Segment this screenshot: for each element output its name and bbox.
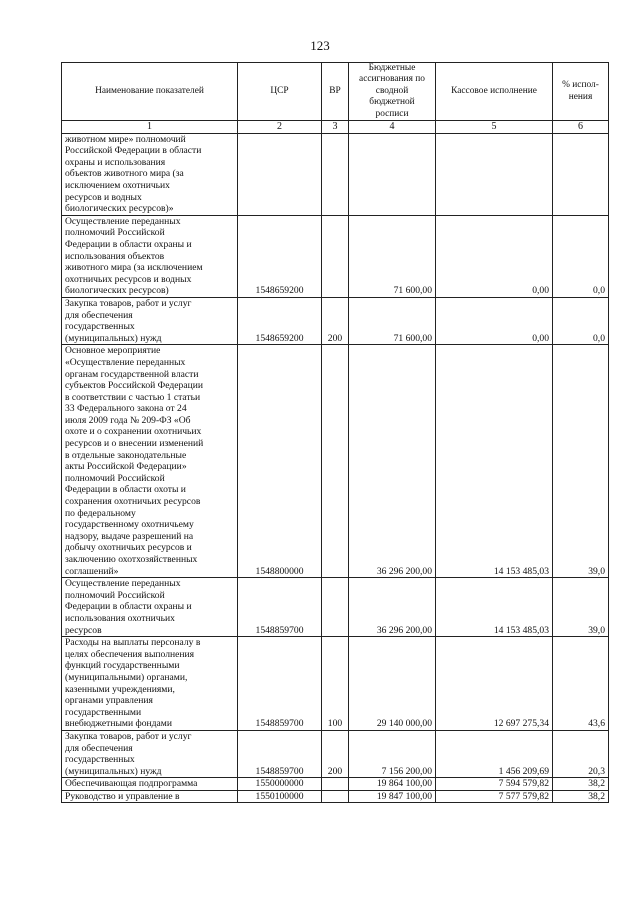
row-name: Осуществление переданных полномочий Российской Федерации в области охраны и использования охотничьих ресурсов — [62, 578, 238, 637]
row-budget: 7 156 200,00 — [349, 730, 436, 777]
table-body — [62, 133, 609, 803]
row-vr: 200 — [322, 730, 349, 777]
row-csr: 1550000000 — [238, 778, 322, 791]
header-cash: Кассовое исполнение — [436, 63, 553, 121]
row-budget: 71 600,00 — [349, 297, 436, 344]
table-row — [62, 215, 609, 297]
row-percent: 20,3 — [553, 730, 609, 777]
header-budget: Бюджетные ассигнования по сводной бюджетной росписи — [349, 63, 436, 121]
header-vr: ВР — [322, 63, 349, 121]
column-number: 3 — [322, 121, 349, 134]
row-cash: 0,00 — [436, 297, 553, 344]
row-cash: 14 153 485,03 — [436, 578, 553, 637]
column-number: 2 — [238, 121, 322, 134]
row-cash: 7 577 579,82 — [436, 790, 553, 803]
row-percent: 0,0 — [553, 215, 609, 297]
row-name: животном мире» полномочий Российской Федерации в области охраны и использования объектов животного мира (за исключением охотничьих ресурсов и водных биологических ресурсов)» — [62, 133, 238, 215]
row-name: Обеспечивающая подпрограмма — [62, 778, 238, 791]
row-cash: 14 153 485,03 — [436, 345, 553, 578]
row-csr — [238, 133, 322, 215]
column-number: 5 — [436, 121, 553, 134]
column-number: 6 — [553, 121, 609, 134]
row-name: Закупка товаров, работ и услуг для обеспечения государственных (муниципальных) нужд — [62, 297, 238, 344]
table-row — [62, 730, 609, 777]
header-percent: % испол-нения — [553, 63, 609, 121]
row-cash: 7 594 579,82 — [436, 778, 553, 791]
row-budget: 19 864 100,00 — [349, 778, 436, 791]
row-percent — [553, 133, 609, 215]
row-name: Расходы на выплаты персоналу в целях обеспечения выполнения функций государственными (муниципальными) органами, казенными учреждениями, органами управления государственными внебюджетными фондами — [62, 637, 238, 731]
row-csr: 1548859700 — [238, 578, 322, 637]
header-name: Наименование показателей — [62, 63, 238, 121]
row-budget: 29 140 000,00 — [349, 637, 436, 731]
row-vr — [322, 578, 349, 637]
row-cash: 12 697 275,34 — [436, 637, 553, 731]
column-number: 4 — [349, 121, 436, 134]
table-header-row — [62, 63, 609, 121]
row-vr: 200 — [322, 297, 349, 344]
row-vr: 100 — [322, 637, 349, 731]
row-percent: 43,6 — [553, 637, 609, 731]
row-csr: 1550100000 — [238, 790, 322, 803]
row-budget — [349, 133, 436, 215]
row-vr — [322, 790, 349, 803]
row-csr: 1548659200 — [238, 215, 322, 297]
row-vr — [322, 215, 349, 297]
row-name: Осуществление переданных полномочий Российской Федерации в области охраны и использования объектов животного мира (за исключением охотничьих ресурсов и водных биологических ресурсов) — [62, 215, 238, 297]
row-cash — [436, 133, 553, 215]
row-percent: 39,0 — [553, 578, 609, 637]
row-vr — [322, 778, 349, 791]
table-row — [62, 345, 609, 578]
row-vr — [322, 133, 349, 215]
row-budget: 71 600,00 — [349, 215, 436, 297]
row-cash: 1 456 209,69 — [436, 730, 553, 777]
row-percent: 39,0 — [553, 345, 609, 578]
row-csr: 1548859700 — [238, 637, 322, 731]
table-row — [62, 578, 609, 637]
row-name: Руководство и управление в — [62, 790, 238, 803]
row-csr: 1548659200 — [238, 297, 322, 344]
table-row — [62, 790, 609, 803]
header-csr: ЦСР — [238, 63, 322, 121]
column-number: 1 — [62, 121, 238, 134]
row-cash: 0,00 — [436, 215, 553, 297]
table-row — [62, 778, 609, 791]
column-number-row — [62, 121, 609, 134]
row-name: Основное мероприятие «Осуществление переданных органам государственной власти субъектов Российской Федерации в соответствии с частью 1 статьи 33 Федерального закона от 24 июля 2009 года № 209-ФЗ «Об охоте и о сохранении охотничьих ресурсов и о внесении изменений в отдельные законодательные акты Российской Федерации» полномочий Российской Федерации в области охоты и сохранения охотничьих ресурсов по федеральному государственному охотничьему надзору, выдаче разрешений на добычу охотничьих ресурсов и заключению охотхозяйственных соглашений» — [62, 345, 238, 578]
table-row — [62, 637, 609, 731]
row-name: Закупка товаров, работ и услуг для обеспечения государственных (муниципальных) нужд — [62, 730, 238, 777]
row-csr: 1548859700 — [238, 730, 322, 777]
page-number: 123 — [310, 38, 330, 53]
row-budget: 36 296 200,00 — [349, 578, 436, 637]
row-percent: 38,2 — [553, 790, 609, 803]
table-row — [62, 133, 609, 215]
budget-table — [61, 62, 609, 803]
row-vr — [322, 345, 349, 578]
row-budget: 19 847 100,00 — [349, 790, 436, 803]
row-percent: 0,0 — [553, 297, 609, 344]
row-budget: 36 296 200,00 — [349, 345, 436, 578]
row-csr: 1548800000 — [238, 345, 322, 578]
row-percent: 38,2 — [553, 778, 609, 791]
table-row — [62, 297, 609, 344]
